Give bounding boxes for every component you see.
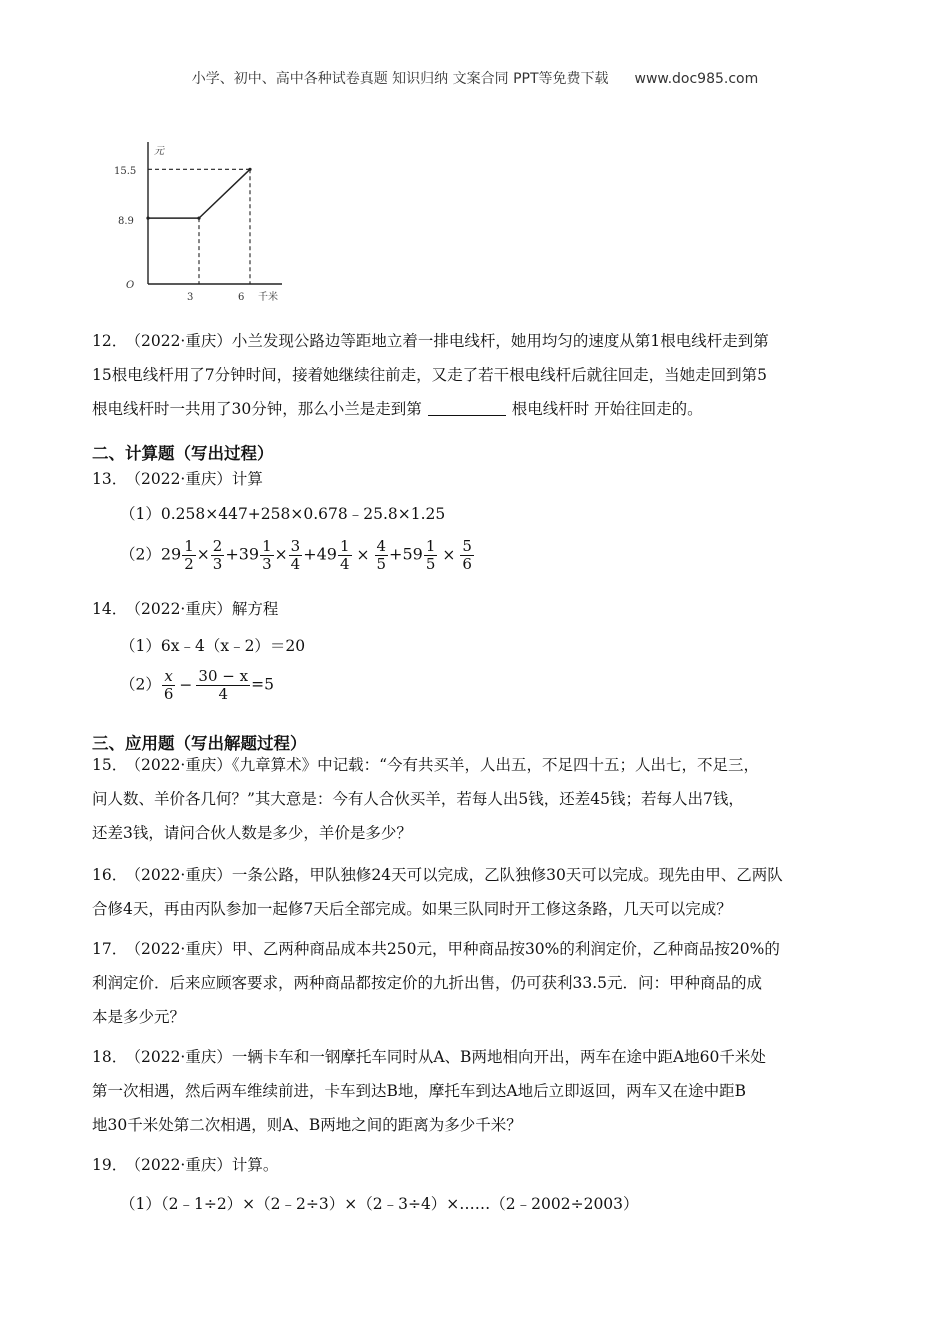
question-text: （2022·重庆）甲、乙两种商品成本共250元，甲种商品按30%的利润定价，乙种商品按20%的 [133, 940, 780, 958]
question-number: 18． [92, 1048, 128, 1066]
fraction: $\frac{30 - x}{4}$ [198, 667, 249, 703]
operator: × [442, 545, 456, 564]
series-segment [199, 169, 250, 218]
q13-part-2 [120, 538, 475, 573]
whole-number: +39 [225, 544, 260, 564]
fraction: $\frac{1}{5}$ [425, 537, 436, 573]
data-point [146, 217, 149, 220]
question-number: 19． [92, 1156, 128, 1174]
whole-number: +59 [389, 544, 423, 564]
fraction: $\frac{3}{4}$ [290, 537, 301, 573]
page-header [0, 68, 950, 88]
operator: − [179, 675, 193, 694]
section-heading-calc: 二、计算题（写出过程） [92, 444, 274, 463]
section-heading-application: 三、应用题（写出解题过程） [92, 734, 307, 753]
question-17 [92, 932, 872, 1034]
question-text: 第一次相遇，然后两车维续前进，卡车到达B地，摩托车到达A地后立即返回，两车又在途中距B [92, 1082, 746, 1100]
question-text: 利润定价．后来应顾客要求，两种商品都按定价的九折出售，仍可获利33.5元．问：甲种商品的成 [92, 974, 763, 992]
question-title: （2022·重庆）计算 [133, 470, 263, 488]
question-13 [92, 462, 872, 496]
fraction: $\frac{4}{5}$ [376, 537, 387, 573]
header-site: www.doc985.com [634, 71, 759, 87]
fraction: $\frac{1}{3}$ [262, 537, 272, 573]
q13-part-1: （1）0.258×447+258×0.678﹣25.8×1.25 [120, 505, 446, 523]
y-axis-label: 元 [154, 146, 164, 157]
q19-part-1: （1）（2﹣1÷2）×（2﹣2÷3）×（2﹣3÷4）×……（2﹣2002÷2003） [120, 1195, 639, 1213]
question-text: 地30千米处第二次相遇，则A、B两地之间的距离为多少千米？ [92, 1116, 522, 1134]
x-tick-3: 3 [187, 292, 194, 303]
fraction: $\frac{x}{6}$ [163, 667, 174, 703]
operator: × [196, 545, 210, 564]
question-text: 问人数、羊价各几何？”其大意是：今有人合伙买羊，若每人出5钱，还差45钱；若每人出7钱， [92, 790, 744, 808]
question-number: 12． [92, 332, 128, 350]
y-tick-low: 8.9 [118, 216, 134, 227]
question-19 [92, 1148, 872, 1182]
y-tick-high: 15.5 [114, 166, 137, 177]
question-text: （2022·重庆）一条公路，甲队独修24天可以完成，乙队独修30天可以完成。现先由甲、乙两队 [133, 866, 783, 884]
header-text: 小学、初中、高中各种试卷真题 知识归纳 文案合同 PPT等免费下载 [191, 71, 609, 87]
question-14 [92, 592, 872, 626]
fraction: $\frac{2}{3}$ [212, 537, 223, 573]
question-text: （2022·重庆）《九章算术》中记载：“今有共买羊，人出五，不足四十五；人出七，不足三， [133, 756, 760, 774]
question-15 [92, 748, 872, 850]
part-label: （2） [120, 545, 161, 564]
x-axis-label: 千米 [258, 292, 278, 303]
question-text: （2022·重庆）一辆卡车和一钢摩托车同时从A、B两地相向开出，两车在途中距A地60千米处 [133, 1048, 766, 1066]
operator: × [356, 545, 370, 564]
fraction: $\frac{1}{2}$ [184, 537, 194, 573]
question-text: 合修4天，再由丙队参加一起修7天后全部完成。如果三队同时开工修这条路，几天可以完成？ [92, 900, 732, 918]
fraction: $\frac{5}{6}$ [462, 537, 472, 573]
question-12 [92, 324, 872, 426]
question-text: 根电线杆时一共用了30分钟，那么小兰是走到第 [92, 400, 422, 418]
question-text: 还差3钱，请问合伙人数是多少，羊价是多少？ [92, 824, 412, 842]
question-title: （2022·重庆）计算。 [133, 1156, 279, 1174]
question-number: 17． [92, 940, 128, 958]
q14-part-1: （1）6x﹣4（x﹣2）＝20 [120, 637, 306, 655]
data-point [197, 217, 200, 220]
question-number: 13． [92, 470, 128, 488]
question-16 [92, 858, 872, 926]
question-text: 本是多少元？ [92, 1008, 186, 1026]
question-18 [92, 1040, 872, 1142]
question-title: （2022·重庆）解方程 [133, 600, 279, 618]
question-text: （2022·重庆）小兰发现公路边等距地立着一排电线杆，她用均匀的速度从第1根电线杆走到第 [133, 332, 769, 350]
answer-blank[interactable] [428, 401, 506, 416]
operator: × [274, 545, 288, 564]
whole-number: 29 [160, 544, 182, 564]
question-number: 16． [92, 866, 128, 884]
equation-rhs: =5 [251, 675, 274, 694]
origin-label: O [126, 280, 135, 291]
price-distance-graph [112, 140, 292, 312]
question-number: 15． [92, 756, 128, 774]
q14-part-2 [120, 668, 274, 703]
question-text: 根电线杆时 开始往回走的。 [511, 400, 703, 418]
x-tick-6: 6 [238, 292, 245, 303]
whole-number: +49 [303, 544, 337, 564]
data-point [248, 168, 251, 171]
part-label: （2） [120, 675, 161, 694]
question-number: 14． [92, 600, 128, 618]
fraction: $\frac{1}{4}$ [339, 537, 350, 573]
question-text: 15根电线杆用了7分钟时间，接着她继续往前走，又走了若干根电线杆后就往回走，当她走回到第5 [92, 366, 767, 384]
